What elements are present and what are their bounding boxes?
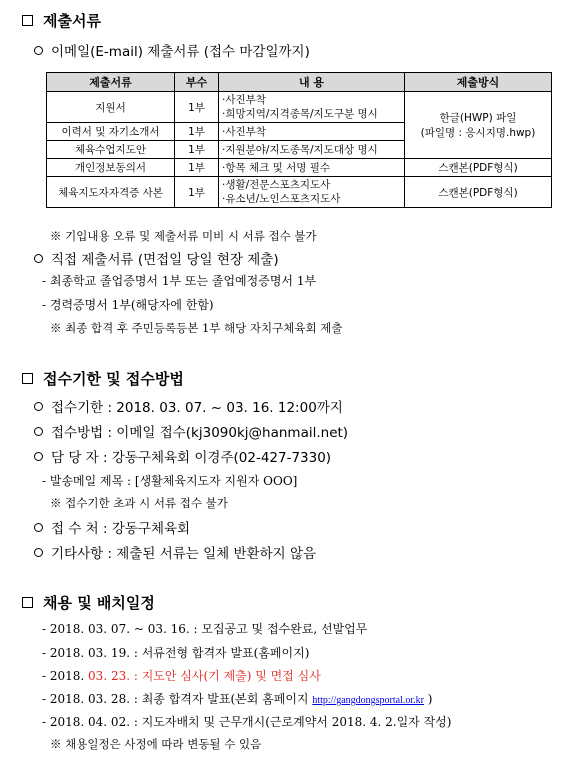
schedule-item: - 2018. 03. 07. ~ 03. 16. : 모집공고 및 접수완료, 선발업무	[42, 622, 368, 636]
table-row: 개인정보동의서 1부 ·항목 체크 및 서명 필수 스캔본(PDF형식)	[47, 159, 552, 177]
circle-bullet-icon	[34, 254, 43, 263]
schedule-item: - 2018. 03. 19. : 서류전형 합격자 발표(홈페이지)	[42, 646, 310, 660]
direct-item: - 최종학교 졸업증명서 1부 또는 졸업예정증명서 1부	[42, 274, 317, 288]
checkbox-square-icon	[22, 373, 33, 384]
method-hwp-cell: 한글(HWP) 파일 (파일명 : 응시지명.hwp)	[405, 92, 552, 159]
circle-bullet-icon	[34, 46, 43, 55]
checkbox-square-icon	[22, 597, 33, 608]
circle-bullet-icon	[34, 548, 43, 557]
circle-bullet-icon	[34, 427, 43, 436]
schedule-item-final: - 2018. 03. 28. : 최종 합격자 발표(본회 홈페이지 http://gangdongsportal.or.kr )	[42, 692, 433, 706]
contact-line: 담 당 자 : 강동구체육회 이경주(02-427-7330)	[34, 446, 331, 466]
circle-bullet-icon	[34, 523, 43, 532]
table-header: 제출서류	[47, 73, 175, 92]
method-line: 접수방법 : 이메일 접수(kj3090kj@hanmail.net)	[34, 421, 348, 441]
email-docs-line: 이메일(E-mail) 제출서류 (접수 마감일까지)	[34, 40, 310, 60]
homepage-link[interactable]: http://gangdongsportal.or.kr	[312, 695, 424, 706]
table-row: 체육지도자자격증 사본 1부 ·생활/전문스포츠지도사 ·유소년/노인스포츠지도사 스캔본(PDF형식)	[47, 177, 552, 208]
table-header-row	[47, 73, 552, 92]
schedule-item-interview: - 2018. 03. 23. : 지도안 심사(기 제출) 및 면접 심사	[42, 669, 321, 683]
documents-table	[46, 72, 552, 208]
section-title-submission: 접수기한 및 접수방법	[22, 368, 184, 389]
table-row: 체육수업지도안 1부 ·지원분야/지도종목/지도대상 명시	[47, 141, 552, 159]
section-title-schedule: 채용 및 배치일정	[22, 592, 155, 613]
note-incomplete: ※ 기입내용 오류 및 제출서류 미비 시 서류 접수 불가	[50, 229, 317, 243]
late-note: ※ 접수기한 초과 시 서류 접수 불가	[50, 496, 228, 510]
direct-note: ※ 최종 합격 후 주민등록등본 1부 해당 자치구체육회 제출	[50, 321, 343, 335]
checkbox-square-icon	[22, 15, 33, 26]
table-header: 부수	[175, 73, 219, 92]
direct-docs-line: 직접 제출서류 (면접일 당일 현장 제출)	[34, 248, 279, 268]
place-line: 접 수 처 : 강동구체육회	[34, 517, 190, 537]
schedule-note: ※ 채용일정은 사정에 따라 변동될 수 있음	[50, 737, 262, 751]
table-row: 이력서 및 자기소개서 1부 ·사진부착	[47, 123, 552, 141]
circle-bullet-icon	[34, 452, 43, 461]
deadline-line: 접수기한 : 2018. 03. 07. ~ 03. 16. 12:00까지	[34, 396, 343, 416]
mail-subject-line: - 발송메일 제목 : [생활체육지도자 지원자 OOO]	[42, 474, 298, 488]
table-header: 제출방식	[405, 73, 552, 92]
section-title-documents: 제출서류	[22, 10, 101, 31]
circle-bullet-icon	[34, 402, 43, 411]
direct-item: - 경력증명서 1부(해당자에 한함)	[42, 298, 214, 312]
table-row: 지원서 1부 ·사진부착 ·희망지역/지격종목/지도구분 명시 한글(HWP) 파일 (파일명 : 응시지명.hwp)	[47, 92, 552, 123]
etc-line: 기타사항 : 제출된 서류는 일체 반환하지 않음	[34, 542, 316, 562]
schedule-item: - 2018. 04. 02. : 지도자배치 및 근무개시(근로계약서 2018. 4. 2.일자 작성)	[42, 715, 452, 729]
table-header: 내 용	[219, 73, 405, 92]
